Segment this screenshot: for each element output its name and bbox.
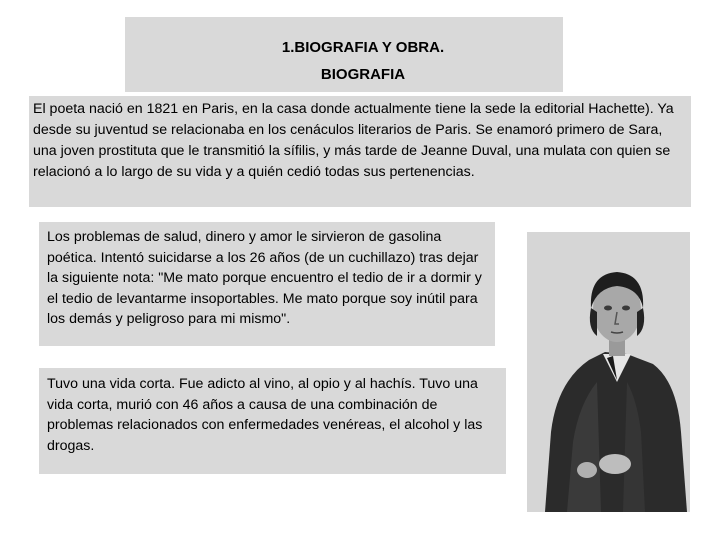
title-box [125,17,563,92]
biography-paragraph-1: El poeta nació en 1821 en Paris, en la casa donde actualmente tiene la sede la editorial Hachette). Ya desde su juventud se relacionaba en los cenáculos literarios de Paris. Se enamoró primero de Sara, una joven prostituta que le transmitió la sífilis, y más tarde de Jeanne Duval, una mulata con quien se relacionó a lo largo de su vida y a quién cedió todas sus pertenencias. [29,96,691,207]
biography-paragraph-3: Tuvo una vida corta. Fue adicto al vino, al opio y al hachís. Tuvo una vida corta, murió con 46 años a causa de una combinación de problemas relacionados con enfermedades venéreas, el alcohol y las drogas. [39,368,506,474]
biography-paragraph-2: Los problemas de salud, dinero y amor le sirvieron de gasolina poética. Intentó suicidarse a los 26 años (de un cuchillazo) tras dejar la siguiente nota: "Me mato porque encuentro el tedio de ir a dormir y el tedio de levantarme insoportables. Me mato porque soy inútil para los demás y peligroso para mi mismo". [39,222,495,346]
section-heading: BIOGRAFIA [320,66,406,83]
portrait-photo [527,232,690,512]
page-title: 1.BIOGRAFIA Y OBRA. [281,39,445,56]
